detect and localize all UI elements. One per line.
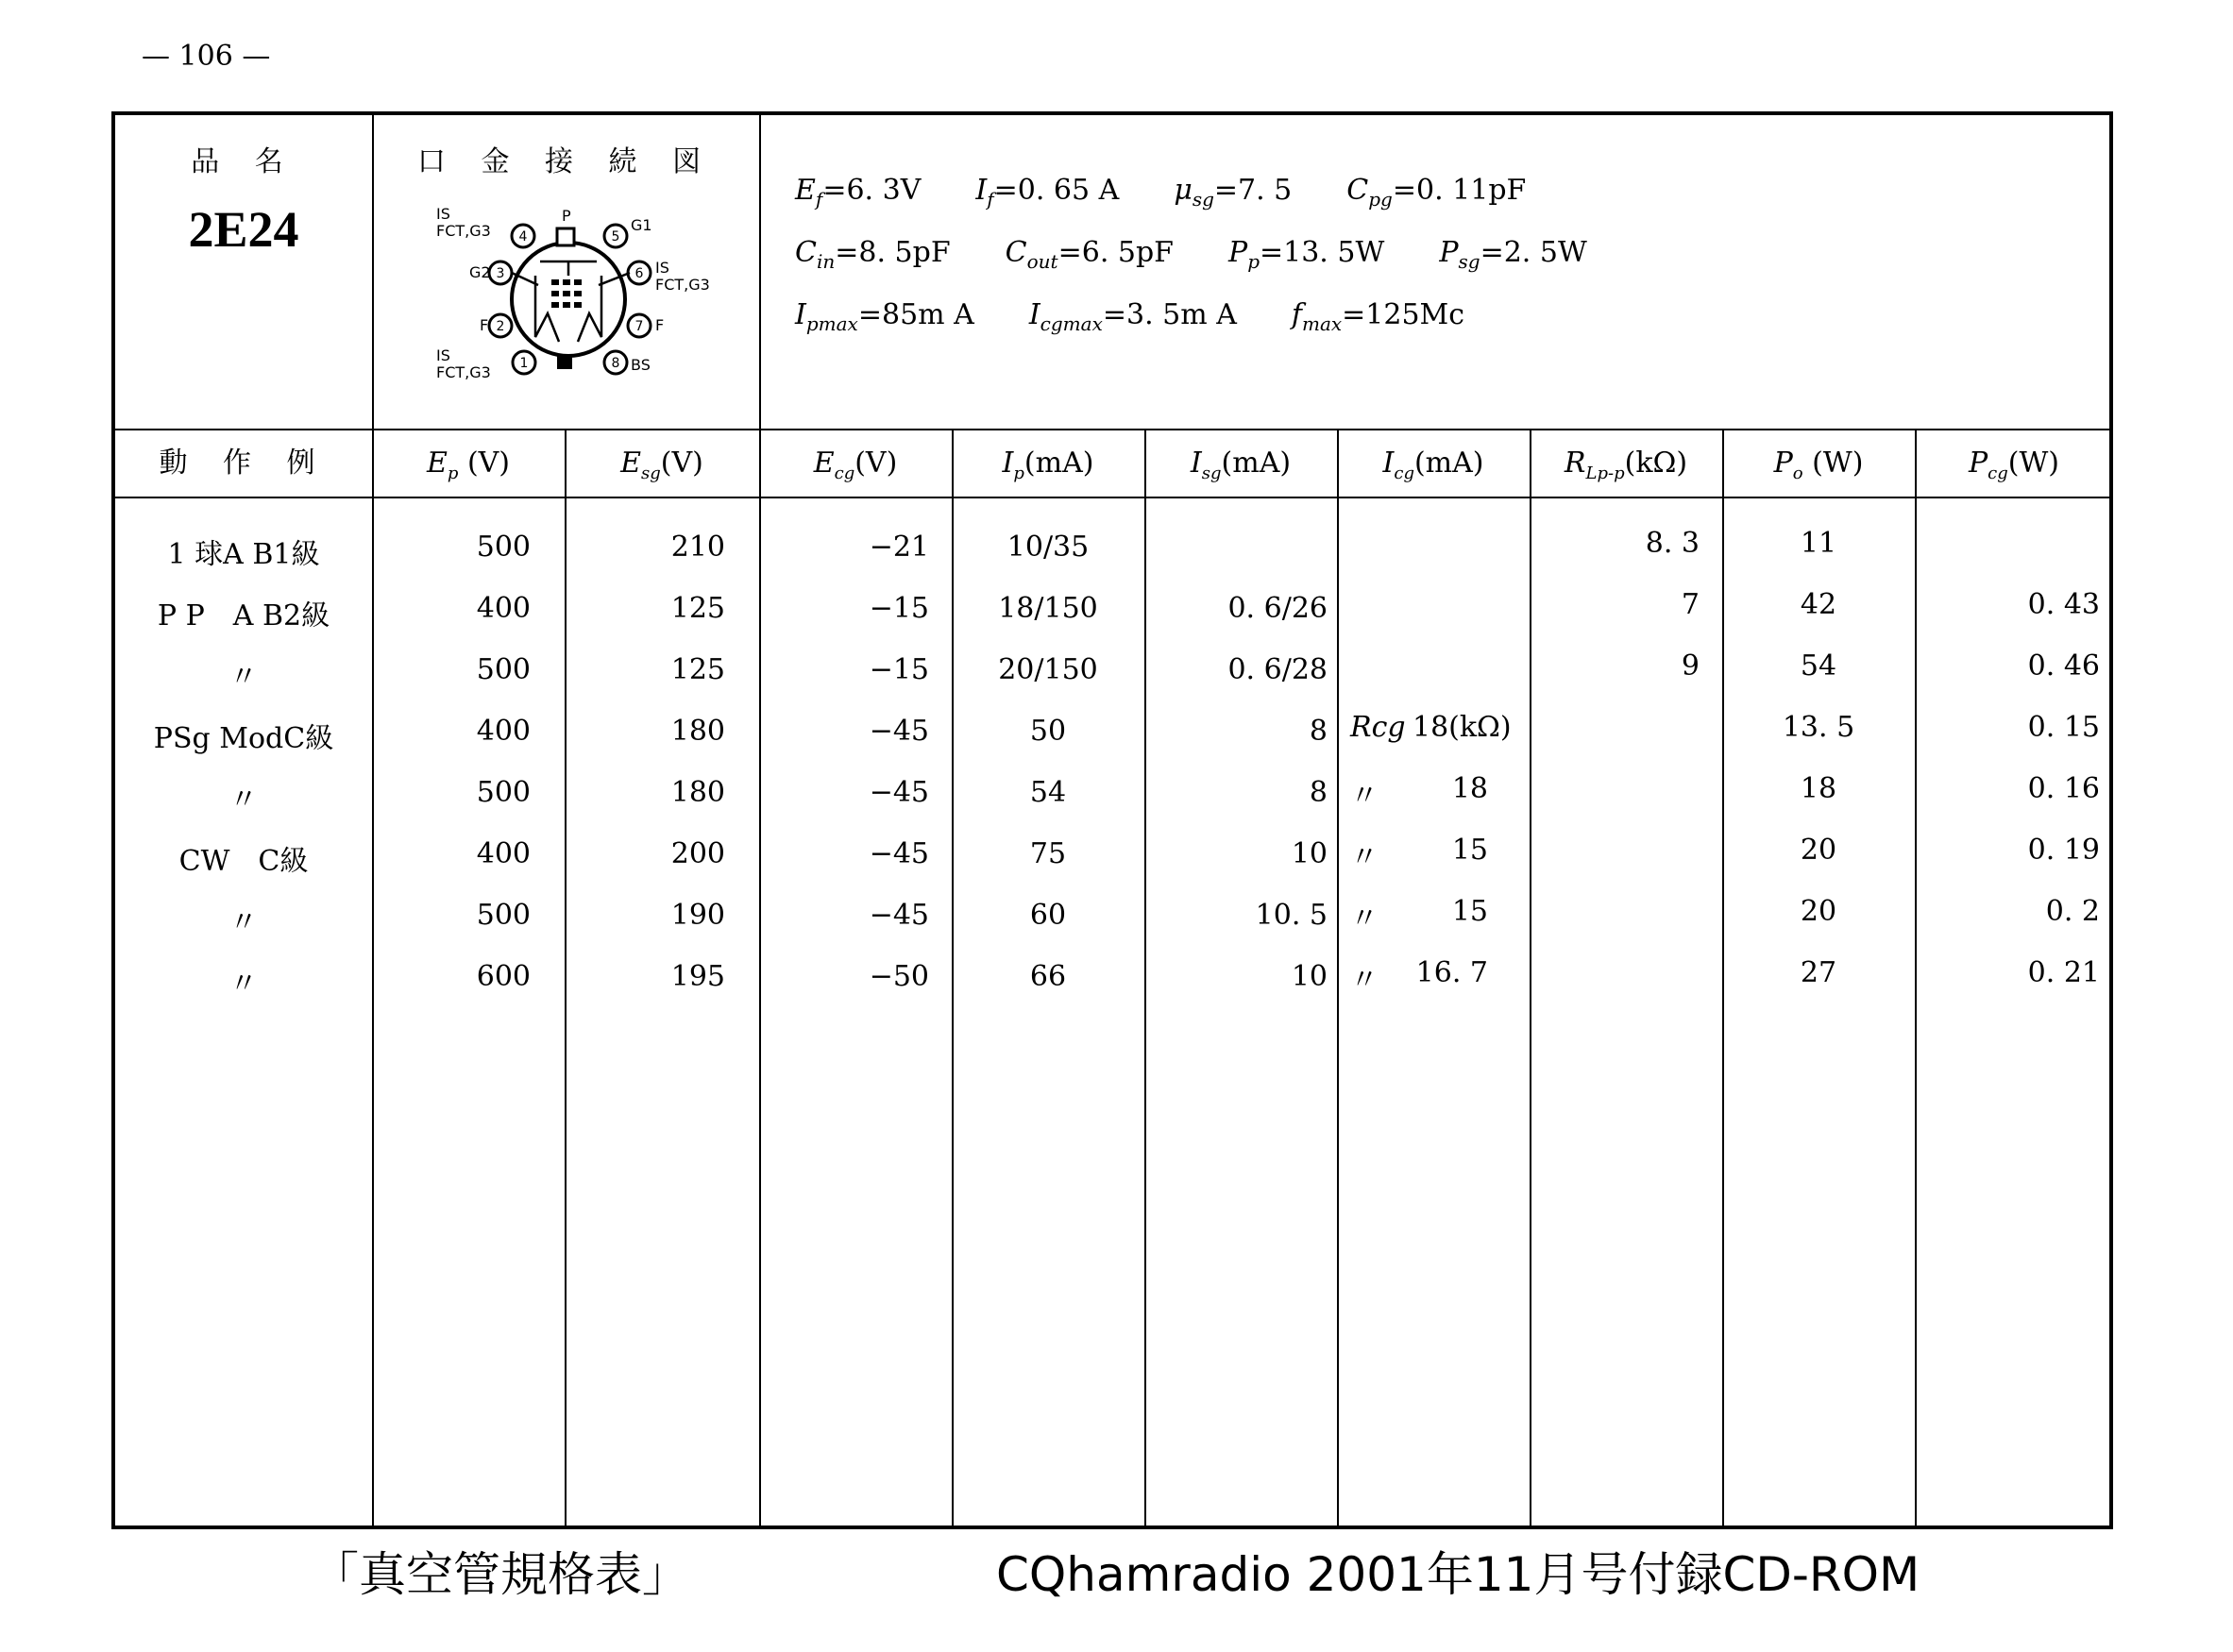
spec-item xyxy=(1439,236,1586,273)
spec-line xyxy=(795,236,1642,273)
spec-subscript: sg xyxy=(1458,250,1480,273)
spec-symbol: P xyxy=(1439,236,1459,269)
row-label: 〃 xyxy=(229,906,258,939)
footer-right: CQhamradio 2001年11月号付録CD-ROM xyxy=(996,1547,1920,1602)
svg-text:IS: IS xyxy=(436,205,450,223)
column-unit: (V) xyxy=(660,447,703,480)
column-symbol: I xyxy=(1382,447,1395,480)
cell-ecg: −50 xyxy=(869,960,929,993)
cell-esg: 195 xyxy=(670,960,725,993)
cell-icg: 15 xyxy=(1451,895,1488,928)
cell-ecg: −21 xyxy=(869,531,929,564)
column-divider xyxy=(1722,429,1724,1526)
column-symbol: E xyxy=(620,447,642,480)
cell-isg: 8 xyxy=(1309,776,1328,809)
spec-symbol: μ xyxy=(1174,174,1193,207)
column-subscript: cg xyxy=(1988,464,2008,483)
column-subscript: sg xyxy=(641,464,661,483)
cell-ep: 500 xyxy=(476,653,531,686)
spec-item xyxy=(1228,236,1384,273)
spec-value: =6. 5pF xyxy=(1057,236,1174,269)
cell-ep: 500 xyxy=(476,899,531,932)
cell-po: 20 xyxy=(1800,895,1837,928)
column-subscript: p xyxy=(1013,464,1024,483)
cell-pcg: 0. 21 xyxy=(2027,956,2100,989)
cell-pcg: 0. 2 xyxy=(2045,895,2100,928)
spec-value: =85m A xyxy=(857,298,974,331)
svg-text:P: P xyxy=(562,207,571,225)
cell-ecg: −45 xyxy=(869,776,929,809)
spec-item xyxy=(795,236,951,273)
row-label: 〃 xyxy=(229,661,258,694)
spec-subscript: pmax xyxy=(805,312,858,335)
spec-value: =13. 5W xyxy=(1260,236,1385,269)
cell-po: 18 xyxy=(1800,772,1837,805)
cell-pcg: 0. 19 xyxy=(2027,834,2100,867)
cell-ecg: −15 xyxy=(869,592,929,625)
base-connection-diagram xyxy=(436,181,719,417)
spec-value: =125Mc xyxy=(1342,298,1465,331)
cell-po: 42 xyxy=(1800,588,1837,621)
spec-symbol: I xyxy=(1028,298,1040,331)
column-unit: (W) xyxy=(2007,447,2060,480)
svg-text:2: 2 xyxy=(496,319,505,334)
cell-pcg: 0. 16 xyxy=(2027,772,2100,805)
cell-pcg: 0. 15 xyxy=(2027,711,2100,744)
cell-ep: 400 xyxy=(476,592,531,625)
spec-value: =7. 5 xyxy=(1213,174,1293,207)
divider xyxy=(759,115,761,429)
column-symbol: E xyxy=(426,447,448,480)
row-label: 〃 xyxy=(229,968,258,1001)
column-unit: (mA) xyxy=(1023,447,1094,480)
cell-ep: 500 xyxy=(476,531,531,564)
cell-esg: 180 xyxy=(670,715,725,748)
cell-esg: 125 xyxy=(670,653,725,686)
svg-text:G1: G1 xyxy=(631,216,652,234)
spec-item xyxy=(1029,298,1237,335)
column-unit: 動 作 例 xyxy=(159,447,329,480)
svg-text:FCT,G3: FCT,G3 xyxy=(436,363,491,381)
cell-esg: 200 xyxy=(670,837,725,870)
spec-value: =8. 5pF xyxy=(835,236,951,269)
cell-ep: 500 xyxy=(476,776,531,809)
row-label: 1 球A B1級 xyxy=(167,538,320,571)
svg-text:4: 4 xyxy=(518,229,528,244)
row-label: PSg ModC級 xyxy=(153,722,334,755)
column-symbol: E xyxy=(813,447,835,480)
cell-ecg: −45 xyxy=(869,715,929,748)
svg-text:BS: BS xyxy=(631,356,651,374)
cell-esg: 125 xyxy=(670,592,725,625)
svg-text:FCT,G3: FCT,G3 xyxy=(655,276,710,294)
cell-ip: 54 xyxy=(1029,776,1067,809)
spec-item xyxy=(1346,174,1526,211)
column-header xyxy=(1722,430,1915,497)
spec-subscript: sg xyxy=(1192,188,1214,211)
spec-subscript: p xyxy=(1247,250,1260,273)
column-unit: (V) xyxy=(458,447,511,480)
column-header xyxy=(952,430,1144,497)
cell-ep: 400 xyxy=(476,837,531,870)
column-subscript: o xyxy=(1792,464,1803,483)
column-header xyxy=(1915,430,2113,497)
svg-text:5: 5 xyxy=(611,229,620,244)
cell-ip: 66 xyxy=(1029,960,1067,993)
column-divider xyxy=(372,429,374,1526)
spec-table xyxy=(111,111,2113,1529)
spec-symbol: E xyxy=(795,174,816,207)
spec-item xyxy=(1006,236,1174,273)
name-label: 品 名 xyxy=(191,145,296,178)
cell-ip: 60 xyxy=(1029,899,1067,932)
svg-text:3: 3 xyxy=(496,266,505,281)
cell-icg-mark: 〃 xyxy=(1350,902,1379,936)
column-header xyxy=(1144,430,1337,497)
svg-text:IS: IS xyxy=(436,346,450,364)
cell-isg: 10 xyxy=(1291,837,1328,870)
spec-symbol: C xyxy=(1346,174,1369,207)
spec-symbol: P xyxy=(1228,236,1248,269)
svg-text:6: 6 xyxy=(634,266,644,281)
column-header xyxy=(1337,430,1530,497)
cell-po: 54 xyxy=(1800,649,1837,683)
cell-esg: 180 xyxy=(670,776,725,809)
column-header xyxy=(115,430,372,497)
svg-text:7: 7 xyxy=(634,319,644,334)
cell-ecg: −15 xyxy=(869,653,929,686)
cell-po: 13. 5 xyxy=(1782,711,1855,744)
svg-text:8: 8 xyxy=(611,356,620,371)
column-header xyxy=(1530,430,1722,497)
column-symbol: I xyxy=(1002,447,1014,480)
cell-ep: 400 xyxy=(476,715,531,748)
cell-isg: 0. 6/26 xyxy=(1227,592,1328,625)
column-divider xyxy=(1337,429,1339,1526)
cell-icg-mark: Rcg xyxy=(1350,711,1406,744)
cell-rl: 8. 3 xyxy=(1645,527,1700,560)
cell-ep: 600 xyxy=(476,960,531,993)
column-divider xyxy=(1530,429,1531,1526)
cell-pcg: 0. 46 xyxy=(2027,649,2100,683)
svg-text:FCT,G3: FCT,G3 xyxy=(436,222,491,240)
cell-ip: 10/35 xyxy=(1007,531,1090,564)
spec-symbol: I xyxy=(795,298,806,331)
column-unit: (kΩ) xyxy=(1624,447,1688,480)
cell-icg-mark: 〃 xyxy=(1350,964,1379,997)
cell-icg-mark: 〃 xyxy=(1350,841,1379,874)
cell-esg: 190 xyxy=(670,899,725,932)
column-symbol: R xyxy=(1564,447,1586,480)
column-subscript: cg xyxy=(834,464,855,483)
spec-value: =0. 65 A xyxy=(993,174,1120,207)
column-symbol: P xyxy=(1968,447,1988,480)
spec-subscript: pg xyxy=(1368,188,1393,211)
cell-esg: 210 xyxy=(670,531,725,564)
spec-symbol: f xyxy=(1291,298,1302,331)
svg-text:1: 1 xyxy=(519,356,529,371)
column-header xyxy=(372,430,565,497)
cell-ip: 18/150 xyxy=(998,592,1098,625)
cell-isg: 10. 5 xyxy=(1255,899,1328,932)
spec-subscript: max xyxy=(1301,312,1343,335)
spec-value: =2. 5W xyxy=(1480,236,1587,269)
cell-isg: 10 xyxy=(1291,960,1328,993)
svg-text:F: F xyxy=(655,316,665,334)
cell-po: 27 xyxy=(1800,956,1837,989)
column-header-divider xyxy=(115,497,2109,498)
spec-subscript: f xyxy=(815,188,823,211)
column-symbol: P xyxy=(1773,447,1793,480)
column-divider xyxy=(565,429,567,1526)
cell-icg: 15 xyxy=(1451,834,1488,867)
svg-text:IS: IS xyxy=(655,259,669,277)
spec-line xyxy=(795,298,1519,335)
spec-item xyxy=(1292,298,1464,335)
cell-po: 11 xyxy=(1800,527,1837,560)
column-subscript: p xyxy=(447,464,459,483)
spec-item xyxy=(795,298,974,335)
column-subscript: cg xyxy=(1394,464,1414,483)
spec-item xyxy=(1174,174,1292,211)
cell-ip: 50 xyxy=(1029,715,1067,748)
column-divider xyxy=(759,429,761,1526)
column-header xyxy=(565,430,759,497)
column-subscript: Lp-p xyxy=(1585,464,1625,483)
svg-text:G2: G2 xyxy=(469,263,491,281)
column-symbol: I xyxy=(1190,447,1202,480)
cell-isg: 0. 6/28 xyxy=(1227,653,1328,686)
footer-left: 「真空管規格表」 xyxy=(312,1547,689,1602)
cell-icg: 16. 7 xyxy=(1415,956,1488,989)
cell-ip: 20/150 xyxy=(998,653,1098,686)
spec-subscript: in xyxy=(816,250,836,273)
cell-ecg: −45 xyxy=(869,837,929,870)
row-label: P P A B2級 xyxy=(157,599,330,632)
spec-line xyxy=(795,174,1581,211)
row-label: CW C級 xyxy=(178,845,309,878)
cell-icg-mark: 〃 xyxy=(1350,780,1379,813)
diagram-label: 口 金 接 続 図 xyxy=(416,145,715,178)
spec-value: =3. 5m A xyxy=(1102,298,1237,331)
spec-subscript: cgmax xyxy=(1040,312,1103,335)
spec-subscript: out xyxy=(1026,250,1058,273)
row-label: 〃 xyxy=(229,784,258,817)
column-unit: (W) xyxy=(1802,447,1864,480)
spec-item xyxy=(975,174,1119,211)
spec-symbol: I xyxy=(975,174,988,207)
cell-po: 20 xyxy=(1800,834,1837,867)
cell-rl: 7 xyxy=(1681,588,1700,621)
tube-name: 2E24 xyxy=(188,201,299,258)
spec-item xyxy=(795,174,921,211)
page-number: — 106 — xyxy=(142,40,271,73)
column-divider xyxy=(1915,429,1917,1526)
cell-pcg: 0. 43 xyxy=(2027,588,2100,621)
cell-rl: 9 xyxy=(1681,649,1700,683)
cell-isg: 8 xyxy=(1309,715,1328,748)
cell-ecg: −45 xyxy=(869,899,929,932)
spec-symbol: C xyxy=(795,236,817,269)
spec-symbol: C xyxy=(1005,236,1027,269)
column-divider xyxy=(1144,429,1146,1526)
spec-value: =6. 3V xyxy=(822,174,922,207)
spec-subscript: f xyxy=(987,188,994,211)
column-unit: (mA) xyxy=(1221,447,1292,480)
column-subscript: sg xyxy=(1201,464,1222,483)
cell-icg: 18 xyxy=(1451,772,1488,805)
cell-ip: 75 xyxy=(1029,837,1067,870)
spec-value: =0. 11pF xyxy=(1392,174,1527,207)
column-unit: (mA) xyxy=(1413,447,1484,480)
column-header xyxy=(759,430,952,497)
column-divider xyxy=(952,429,954,1526)
svg-text:F: F xyxy=(480,316,489,334)
column-unit: (V) xyxy=(854,447,898,480)
cell-icg: 18(kΩ) xyxy=(1413,711,1512,744)
